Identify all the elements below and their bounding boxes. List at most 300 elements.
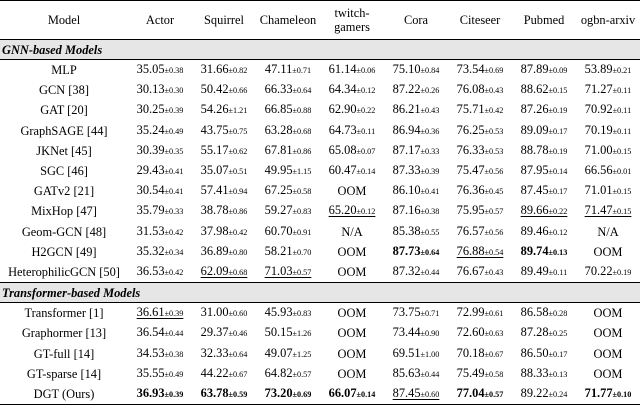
- score-cell: [256, 323, 320, 343]
- score-cell: [128, 323, 192, 343]
- score-cell: [576, 323, 640, 343]
- score-mean: 30.13: [136, 82, 165, 97]
- score-value-group: [201, 102, 248, 116]
- score-cell: [576, 201, 640, 221]
- score-mean: 50.42: [200, 82, 229, 97]
- score-cell: [576, 60, 640, 81]
- model-name-cell: MLP: [51, 63, 77, 78]
- score-std: ±0.68: [228, 267, 248, 277]
- score-cell: [448, 60, 512, 81]
- score-value-group: [329, 386, 376, 400]
- score-cell: [256, 262, 320, 283]
- score-value-group: [457, 244, 504, 258]
- score-mean: OOM: [337, 366, 367, 381]
- score-cell: [448, 80, 512, 100]
- score-value-group: [265, 305, 312, 319]
- score-mean: 36.54: [136, 325, 165, 340]
- score-std: ±0.28: [548, 309, 568, 319]
- score-mean: 60.47: [328, 163, 357, 178]
- score-mean: 87.95: [520, 163, 549, 178]
- score-value-group: [265, 346, 312, 360]
- score-cell: [320, 161, 384, 181]
- score-mean: 35.32: [136, 243, 165, 258]
- score-mean: OOM: [593, 346, 623, 361]
- score-mean: 89.46: [520, 223, 549, 238]
- score-std: ±1.15: [292, 167, 312, 177]
- column-header-text: Citeseer: [459, 13, 501, 27]
- score-std: ±0.43: [420, 106, 440, 116]
- score-value-group: [265, 82, 312, 96]
- score-value-group: [265, 102, 312, 116]
- table-row: [0, 60, 640, 81]
- score-cell: [192, 343, 256, 363]
- score-cell: [256, 121, 320, 141]
- score-std: ±0.39: [164, 106, 184, 116]
- score-value-group: [457, 143, 504, 157]
- score-value-group: [457, 102, 504, 116]
- table-row: [0, 141, 640, 161]
- score-cell: [192, 201, 256, 221]
- score-mean: 38.78: [200, 203, 229, 218]
- score-value-group: [137, 346, 184, 360]
- score-std: ±0.22: [356, 106, 376, 116]
- score-cell: [384, 80, 448, 100]
- column-header-text: gamers: [334, 20, 370, 34]
- score-value-group: [137, 123, 184, 137]
- score-std: ±0.35: [164, 146, 184, 156]
- score-mean: OOM: [337, 326, 367, 341]
- score-mean: 75.47: [456, 163, 485, 178]
- score-std: ±0.94: [228, 187, 248, 197]
- score-cell: [384, 100, 448, 120]
- section-header-row: [0, 283, 640, 303]
- score-value-group: [393, 203, 440, 217]
- score-mean: 62.09: [200, 263, 229, 278]
- score-std: ±0.17: [548, 187, 568, 197]
- score-mean: 70.22: [584, 263, 613, 278]
- score-cell: [384, 222, 448, 242]
- score-std: ±0.84: [420, 66, 440, 76]
- score-mean: OOM: [337, 306, 367, 321]
- score-std: ±0.15: [612, 146, 632, 156]
- score-value-group: [585, 123, 631, 137]
- score-std: ±0.39: [164, 309, 184, 319]
- score-std: ±0.17: [548, 126, 568, 136]
- score-mean: 73.75: [392, 305, 421, 320]
- score-value-group: [265, 264, 312, 278]
- score-cell: [512, 343, 576, 363]
- score-value-group: [393, 143, 440, 157]
- score-value-group: [393, 386, 440, 400]
- column-header-text: Cora: [403, 13, 429, 27]
- score-mean: 76.25: [456, 122, 485, 137]
- score-cell: [576, 121, 640, 141]
- score-mean: 35.79: [136, 203, 165, 218]
- score-mean: OOM: [337, 244, 367, 259]
- score-mean: N/A: [597, 224, 619, 239]
- score-mean: 63.28: [264, 122, 293, 137]
- score-mean: 30.39: [136, 142, 165, 157]
- score-cell: [192, 384, 256, 405]
- score-std: ±0.88: [292, 106, 312, 116]
- score-value-group: [338, 367, 367, 381]
- score-value-group: [393, 366, 440, 380]
- table-row: [0, 222, 640, 242]
- score-mean: 71.47: [584, 203, 613, 218]
- score-std: ±0.61: [484, 309, 504, 319]
- score-mean: 87.28: [520, 325, 549, 340]
- score-mean: 87.26: [520, 102, 549, 117]
- score-std: ±0.11: [548, 267, 568, 277]
- score-std: ±0.54: [484, 247, 504, 257]
- score-value-group: [521, 346, 568, 360]
- score-std: ±0.64: [292, 86, 312, 96]
- score-std: ±0.57: [484, 207, 504, 217]
- score-cell: [192, 222, 256, 242]
- score-value-group: [457, 264, 504, 278]
- score-std: ±0.14: [356, 389, 376, 399]
- score-cell: [256, 80, 320, 100]
- model-name-cell: GCN [38]: [39, 83, 89, 98]
- score-std: ±0.56: [484, 227, 504, 237]
- model-name-cell: Transformer [1]: [24, 306, 104, 321]
- score-cell: [448, 262, 512, 283]
- score-cell: [192, 141, 256, 161]
- score-value-group: [585, 203, 632, 217]
- score-std: ±0.71: [420, 309, 440, 319]
- score-std: ±0.15: [612, 207, 632, 217]
- score-value-group: [521, 123, 568, 137]
- score-std: ±0.19: [548, 146, 568, 156]
- table-row: [0, 384, 640, 405]
- table-row: [0, 364, 640, 384]
- column-header: [320, 1, 384, 40]
- score-mean: 45.93: [264, 305, 293, 320]
- score-mean: 87.73: [392, 243, 421, 258]
- score-std: ±0.68: [292, 126, 312, 136]
- score-cell: [320, 364, 384, 384]
- score-cell: [512, 262, 576, 283]
- score-mean: 89.49: [520, 263, 549, 278]
- table-row: [0, 161, 640, 181]
- score-std: ±0.69: [292, 389, 312, 399]
- model-name-cell: DGT (Ours): [0, 384, 128, 405]
- score-mean: 87.45: [520, 183, 549, 198]
- score-std: ±0.10: [612, 389, 632, 399]
- score-mean: 89.22: [520, 385, 549, 400]
- column-header-text: Pubmed: [523, 13, 565, 27]
- score-mean: 36.53: [136, 263, 165, 278]
- score-std: ±0.86: [292, 146, 312, 156]
- score-mean: 71.03: [264, 263, 293, 278]
- score-std: ±0.63: [484, 329, 504, 339]
- score-mean: 76.08: [456, 82, 485, 97]
- score-value-group: [329, 82, 376, 96]
- score-std: ±0.01: [612, 167, 632, 177]
- score-value-group: [393, 264, 440, 278]
- score-std: ±0.80: [228, 247, 248, 257]
- header-row: [0, 1, 640, 40]
- score-mean: 72.60: [456, 325, 485, 340]
- score-std: ±0.41: [164, 167, 184, 177]
- score-value-group: [329, 203, 376, 217]
- score-std: ±0.59: [228, 389, 248, 399]
- score-std: ±0.19: [612, 267, 632, 277]
- score-std: ±0.42: [164, 227, 184, 237]
- score-value-group: [521, 325, 568, 339]
- score-cell: [192, 161, 256, 181]
- score-value-group: [457, 386, 504, 400]
- score-cell: [448, 181, 512, 201]
- score-value-group: [137, 102, 184, 116]
- score-mean: 77.04: [456, 385, 485, 400]
- score-cell: [576, 181, 640, 201]
- score-value-group: [338, 306, 367, 320]
- score-std: ±0.83: [292, 309, 312, 319]
- score-std: ±0.60: [420, 389, 440, 399]
- score-value-group: [521, 224, 568, 238]
- score-mean: 35.55: [136, 365, 165, 380]
- score-cell: [192, 262, 256, 283]
- score-value-group: [137, 163, 184, 177]
- score-cell: [192, 121, 256, 141]
- score-mean: 36.61: [136, 305, 165, 320]
- score-mean: 87.16: [392, 203, 421, 218]
- score-cell: [384, 384, 448, 405]
- table-row: [0, 100, 640, 120]
- score-mean: 71.00: [584, 142, 613, 157]
- score-value-group: [457, 203, 504, 217]
- score-cell: [448, 343, 512, 363]
- score-mean: OOM: [337, 264, 367, 279]
- score-cell: [384, 303, 448, 324]
- score-cell: [384, 262, 448, 283]
- column-header-text: twitch-: [334, 6, 370, 20]
- score-value-group: [521, 203, 568, 217]
- score-value-group: [137, 264, 184, 278]
- score-cell: [576, 141, 640, 161]
- score-mean: 64.34: [328, 82, 357, 97]
- section-header-row: [0, 40, 640, 60]
- column-header-text: Actor: [145, 13, 175, 27]
- model-name-cell: JKNet [45]: [36, 143, 92, 158]
- score-mean: OOM: [337, 184, 367, 199]
- score-value-group: [265, 244, 312, 258]
- score-std: ±1.21: [228, 106, 248, 116]
- score-std: ±0.44: [420, 267, 440, 277]
- score-mean: 35.05: [136, 62, 165, 77]
- score-mean: 66.07: [328, 385, 357, 400]
- score-cell: [448, 100, 512, 120]
- score-cell: [320, 222, 384, 242]
- score-mean: 66.33: [264, 82, 293, 97]
- score-cell: [576, 262, 640, 283]
- score-cell: [576, 343, 640, 363]
- table-row: [0, 323, 640, 343]
- score-cell: [448, 323, 512, 343]
- model-name-cell: GT-full [14]: [33, 346, 95, 361]
- column-header: [128, 1, 192, 40]
- score-mean: 75.95: [456, 203, 485, 218]
- score-mean: 58.21: [264, 243, 293, 258]
- score-std: ±0.69: [484, 66, 504, 76]
- score-cell: [576, 384, 640, 405]
- score-std: ±0.39: [420, 167, 440, 177]
- score-std: ±0.57: [484, 389, 504, 399]
- score-std: ±0.71: [292, 66, 312, 76]
- score-std: ±0.49: [164, 369, 184, 379]
- score-std: ±0.56: [484, 167, 504, 177]
- score-mean: 86.10: [392, 183, 421, 198]
- table-row: [0, 201, 640, 221]
- score-cell: [448, 364, 512, 384]
- score-mean: 89.09: [520, 122, 549, 137]
- score-value-group: [137, 305, 184, 319]
- score-std: ±0.38: [164, 66, 184, 76]
- score-mean: 89.74: [520, 243, 549, 258]
- score-cell: [128, 181, 192, 201]
- score-std: ±0.43: [484, 86, 504, 96]
- score-value-group: [341, 225, 362, 239]
- score-std: ±0.46: [228, 329, 248, 339]
- score-std: ±0.11: [612, 106, 632, 116]
- score-value-group: [201, 123, 248, 137]
- score-mean: 87.89: [520, 62, 549, 77]
- score-std: ±0.53: [484, 146, 504, 156]
- model-name-cell: Graphormer [13]: [21, 326, 107, 341]
- score-mean: 66.56: [584, 163, 613, 178]
- score-mean: 72.99: [456, 305, 485, 320]
- table-row: [0, 121, 640, 141]
- score-std: ±0.12: [548, 227, 568, 237]
- score-cell: [192, 181, 256, 201]
- score-mean: 59.27: [264, 203, 293, 218]
- score-cell: [320, 100, 384, 120]
- table-row: [0, 343, 640, 363]
- score-mean: 87.33: [392, 163, 421, 178]
- score-value-group: [137, 183, 184, 197]
- column-header-text: Model: [47, 13, 81, 27]
- score-mean: 65.08: [328, 142, 357, 157]
- score-mean: 76.33: [456, 142, 485, 157]
- score-std: ±0.83: [292, 207, 312, 217]
- score-mean: 87.32: [392, 263, 421, 278]
- score-mean: 54.26: [200, 102, 229, 117]
- score-cell: [128, 384, 192, 405]
- score-std: ±0.42: [484, 106, 504, 116]
- score-value-group: [521, 264, 567, 278]
- score-value-group: [585, 82, 631, 96]
- score-value-group: [201, 366, 248, 380]
- score-mean: 85.63: [392, 365, 421, 380]
- score-cell: [576, 100, 640, 120]
- score-std: ±0.66: [228, 86, 248, 96]
- score-cell: [128, 100, 192, 120]
- score-value-group: [265, 183, 312, 197]
- score-std: ±0.82: [228, 66, 248, 76]
- score-value-group: [201, 203, 248, 217]
- score-mean: 73.44: [392, 325, 421, 340]
- section-title: Transformer-based Models: [0, 283, 640, 303]
- score-cell: [256, 364, 320, 384]
- score-mean: 73.54: [456, 62, 485, 77]
- score-mean: 67.81: [264, 142, 293, 157]
- score-mean: 29.37: [200, 325, 229, 340]
- model-name-cell: MixHop [47]: [31, 204, 97, 219]
- score-value-group: [393, 62, 440, 76]
- score-value-group: [201, 183, 248, 197]
- score-value-group: [265, 386, 312, 400]
- score-mean: 64.73: [328, 122, 357, 137]
- score-cell: [256, 201, 320, 221]
- score-std: ±0.17: [548, 349, 568, 359]
- score-mean: 86.58: [520, 305, 549, 320]
- score-cell: [384, 242, 448, 262]
- score-value-group: [393, 224, 440, 238]
- model-name-cell: HeterophilicGCN [50]: [0, 262, 128, 283]
- score-std: ±0.19: [548, 106, 568, 116]
- score-value-group: [585, 102, 631, 116]
- score-cell: [192, 60, 256, 81]
- score-cell: [512, 161, 576, 181]
- score-cell: [384, 161, 448, 181]
- score-std: ±0.11: [612, 126, 632, 136]
- score-value-group: [585, 163, 632, 177]
- score-cell: [128, 141, 192, 161]
- score-std: ±0.12: [356, 86, 376, 96]
- score-std: ±0.12: [356, 207, 376, 217]
- score-cell: [192, 364, 256, 384]
- score-std: ±0.91: [292, 227, 312, 237]
- column-header: [384, 1, 448, 40]
- score-cell: [192, 80, 256, 100]
- score-cell: [128, 80, 192, 100]
- score-mean: 89.66: [520, 203, 549, 218]
- score-cell: [256, 242, 320, 262]
- score-mean: 49.07: [264, 345, 293, 360]
- score-mean: 53.89: [584, 62, 613, 77]
- score-cell: [320, 323, 384, 343]
- score-mean: 87.45: [392, 385, 421, 400]
- score-cell: [256, 161, 320, 181]
- score-value-group: [201, 143, 248, 157]
- score-mean: 30.25: [136, 102, 165, 117]
- score-value-group: [137, 82, 184, 96]
- score-value-group: [521, 62, 568, 76]
- score-cell: [384, 201, 448, 221]
- score-cell: [384, 323, 448, 343]
- score-mean: 87.17: [392, 142, 421, 157]
- score-value-group: [585, 264, 632, 278]
- model-name-cell: H2GCN [49]: [31, 244, 97, 259]
- score-std: ±0.42: [228, 227, 248, 237]
- score-value-group: [521, 183, 568, 197]
- score-mean: N/A: [341, 224, 363, 239]
- score-value-group: [201, 305, 248, 319]
- score-std: ±0.30: [164, 86, 184, 96]
- score-value-group: [457, 305, 504, 319]
- score-value-group: [201, 346, 248, 360]
- score-cell: [512, 181, 576, 201]
- score-std: ±0.67: [484, 349, 504, 359]
- score-value-group: [597, 225, 618, 239]
- score-mean: 88.78: [520, 142, 549, 157]
- section-title: GNN-based Models: [0, 40, 640, 60]
- score-value-group: [265, 203, 312, 217]
- score-mean: 55.17: [200, 142, 229, 157]
- score-cell: [320, 60, 384, 81]
- score-cell: [448, 222, 512, 242]
